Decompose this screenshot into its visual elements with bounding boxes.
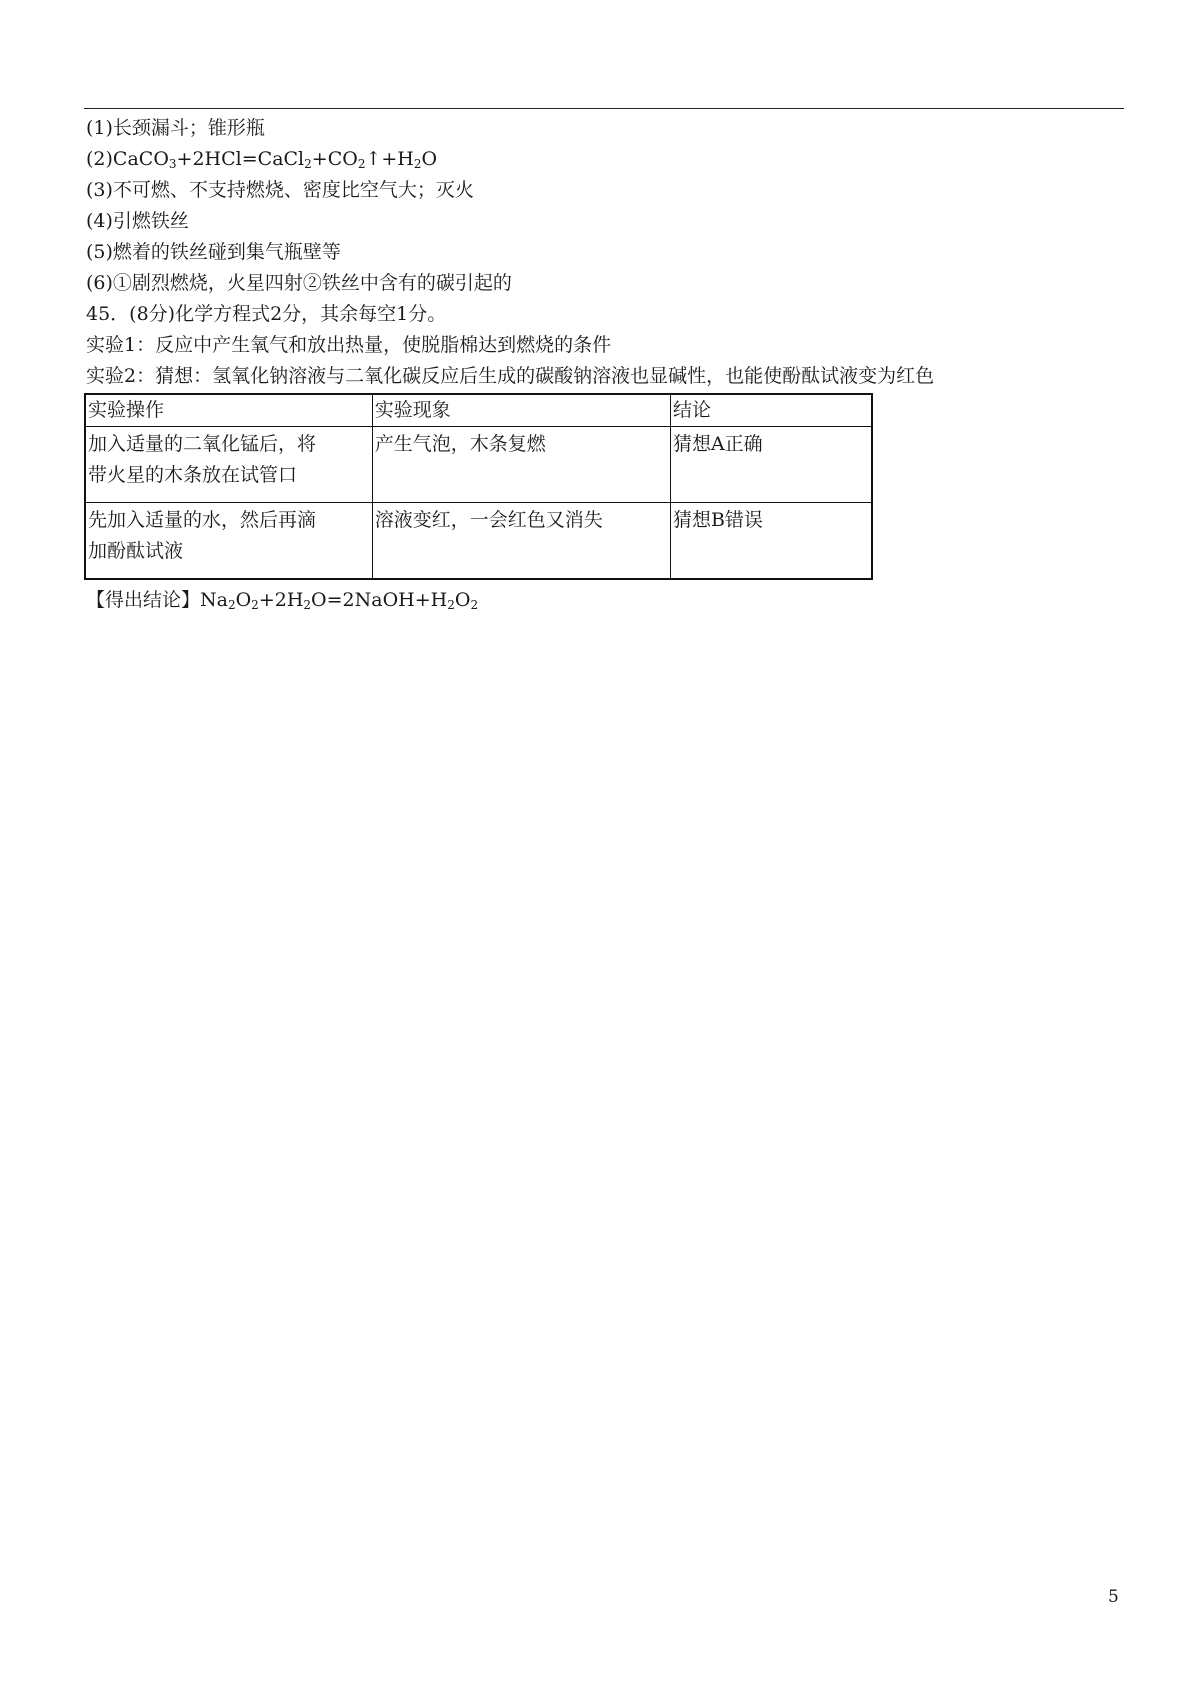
table-cell-operation: 加入适量的二氧化锰后，将 带火星的木条放在试管口 — [85, 427, 372, 503]
answer-4: (4)引燃铁丝 — [86, 210, 189, 232]
page-content — [86, 113, 1126, 616]
table-cell-operation: 先加入适量的水，然后再滴 加酚酞试液 — [85, 503, 372, 580]
question-45-header: 45．(8分)化学方程式2分，其余每空1分。 — [86, 303, 447, 325]
table-cell-phenomenon: 溶液变红，一会红色又消失 — [372, 503, 670, 580]
table-header-row — [85, 394, 872, 427]
answer-6: (6)①剧烈燃烧，火星四射②铁丝中含有的碳引起的 — [86, 272, 512, 294]
answer-2-equation: $(2)CaCO_3+2HCl=CaCl_2+CO_2↑+H_2O$ — [86, 148, 438, 171]
table-row — [85, 503, 872, 580]
answer-1: (1)长颈漏斗；锥形瓶 — [86, 117, 265, 139]
table-cell-conclusion: 猜想A正确 — [670, 427, 872, 503]
table-header-conclusion: 结论 — [670, 394, 872, 427]
answer-3: (3)不可燃、不支持燃烧、密度比空气大；灭火 — [86, 179, 474, 201]
experiment-table — [84, 393, 873, 580]
table-header-phenomenon: 实验现象 — [372, 394, 670, 427]
experiment-2: 实验2：猜想：氢氧化钠溶液与二氧化碳反应后生成的碳酸钠溶液也显碱性，也能使酚酞试液变为红色 — [86, 365, 935, 387]
header-rule — [84, 108, 1124, 109]
answer-5: (5)燃着的铁丝碰到集气瓶壁等 — [86, 241, 341, 263]
table-cell-conclusion: 猜想B错误 — [670, 503, 872, 580]
final-conclusion-equation: 【得出结论】$Na_2O_2+2H_2O=2NaOH+H_2O_2$ — [86, 589, 479, 612]
table-header-operation: 实验操作 — [85, 394, 372, 427]
table-cell-phenomenon: 产生气泡，木条复燃 — [372, 427, 670, 503]
page-number: 5 — [1108, 1587, 1119, 1607]
experiment-1: 实验1：反应中产生氧气和放出热量，使脱脂棉达到燃烧的条件 — [86, 334, 612, 356]
table-row — [85, 427, 872, 503]
